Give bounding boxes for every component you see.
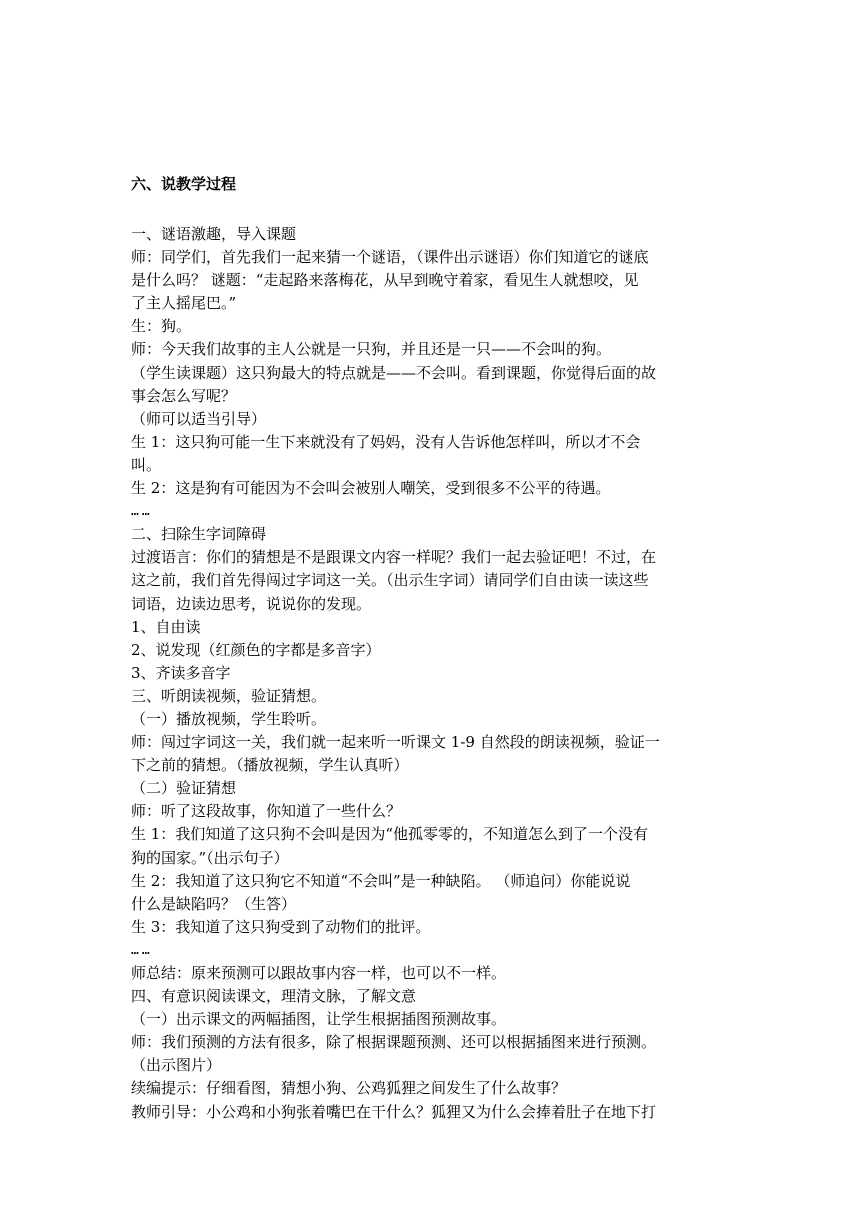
text-line: 狗的国家。”（出示句子） (131, 848, 289, 867)
text-line: 这之前，我们首先得闯过字词这一关。（出示生字词）请同学们自由读一读这些 (131, 571, 649, 590)
text-line: 续编提示：仔细看图，猜想小狗、公鸡狐狸之间发生了什么故事？ (131, 1079, 567, 1098)
text-line: 二、扫除生字词障碍 (131, 525, 267, 544)
text-line: 师：我们预测的方法有很多，除了根据课题预测、还可以根据插图来进行预测。 (131, 1033, 657, 1052)
text-line: 三、听朗读视频，验证猜想。 (131, 686, 327, 705)
section-heading: 六、说教学过程 (131, 175, 237, 193)
text-line: （师可以适当引导） (131, 409, 267, 428)
text-line: 生 3：我知道了这只狗受到了动物们的批评。 (131, 917, 431, 936)
text-line: 什么是缺陷吗？（生答） (131, 894, 297, 913)
text-line: 是什么吗？ 谜题：“走起路来落梅花，从早到晚守着家，看见生人就想咬，见 (131, 271, 639, 290)
document-page (131, 172, 731, 1124)
text-line: （学生读课题）这只狗最大的特点就是——不会叫。看到课题，你觉得后面的故 (131, 363, 657, 382)
text-line: 过渡语言：你们的猜想是不是跟课文内容一样呢？我们一起去验证吧！不过，在 (131, 548, 657, 567)
text-line: 词语，边读边思考，说说你的发现。 (131, 594, 372, 613)
text-line: 生 1：这只狗可能一生下来就没有了妈妈，没有人告诉他怎样叫，所以才不会 (131, 432, 641, 451)
text-line: …… (131, 942, 153, 958)
text-line: 生 2：这是狗有可能因为不会叫会被别人嘲笑，受到很多不公平的待遇。 (131, 479, 611, 498)
text-line: 1、自由读 (131, 617, 201, 636)
text-line: 师：同学们，首先我们一起来猜一个谜语，（课件出示谜语）你们知道它的谜底 (131, 248, 649, 267)
document-body (131, 223, 731, 1124)
text-line: 师：闯过字词这一关，我们就一起来听一听课文 1-9 自然段的朗读视频，验证一 (131, 733, 660, 752)
text-line: （二）验证猜想 (131, 779, 237, 798)
text-line: 生 1：我们知道了这只狗不会叫是因为“他孤零零的，不知道怎么到了一个没有 (131, 825, 648, 844)
text-line: 一、谜语激趣，导入课题 (131, 225, 297, 243)
text-line: 师：今天我们故事的主人公就是一只狗，并且还是一只——不会叫的狗。 (131, 340, 612, 359)
text-line: 生 2：我知道了这只狗它不知道“不会叫”是一种缺陷。 （师追问）你能说说 (131, 871, 631, 890)
text-line: 叫。 (131, 455, 162, 474)
text-line: 师总结：原来预测可以跟故事内容一样，也可以不一样。 (131, 964, 507, 982)
text-line: （一）出示课文的两幅插图，让学生根据插图预测故事。 (131, 1010, 507, 1029)
text-line: 事会怎么写呢？ (131, 386, 237, 405)
text-line: 师：听了这段故事，你知道了一些什么？ (131, 802, 402, 821)
text-line: 了主人摇尾巴。” (131, 294, 237, 313)
text-line: 下之前的猜想。（播放视频，学生认真听） (131, 756, 409, 775)
text-line: …… (131, 504, 153, 520)
text-line: 2、说发现（红颜色的字都是多音字） (131, 640, 381, 659)
text-line: （出示图片） (131, 1056, 222, 1075)
text-line: 生：狗。 (131, 317, 192, 336)
text-line: （一）播放视频，学生聆听。 (131, 709, 327, 728)
text-line: 3、齐读多音字 (131, 663, 231, 682)
text-line: 四、有意识阅读课文，理清文脉，了解文意 (131, 987, 417, 1006)
text-line: 教师引导：小公鸡和小狗张着嘴巴在干什么？狐狸又为什么会捧着肚子在地下打 (131, 1102, 657, 1121)
